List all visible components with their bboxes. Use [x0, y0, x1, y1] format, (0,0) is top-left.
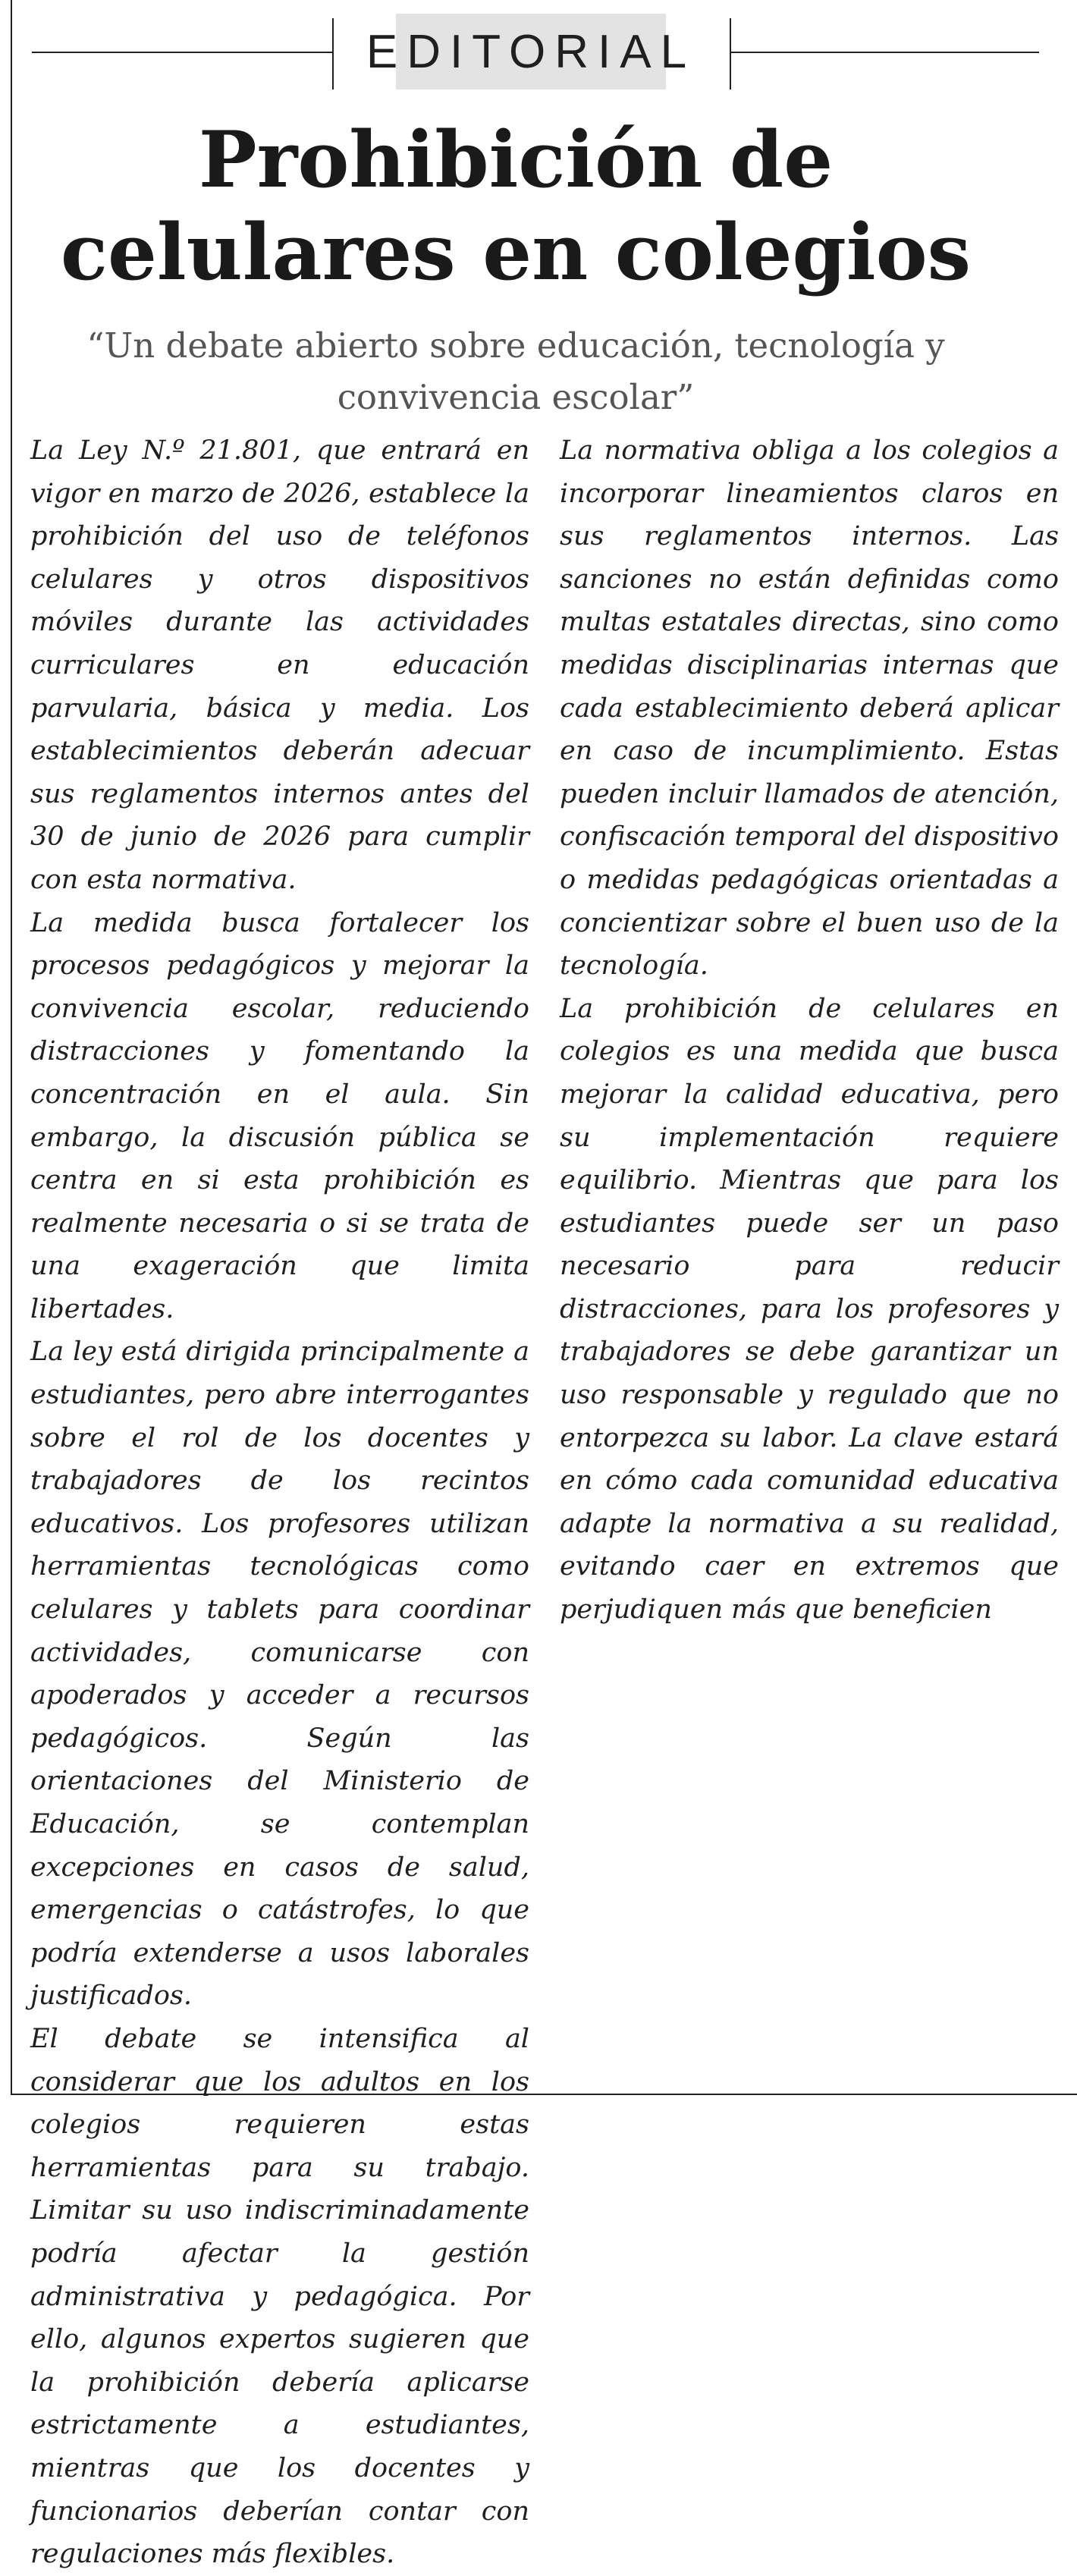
- header-rule-left: [32, 52, 332, 53]
- header-tick-left: [332, 18, 334, 90]
- article-paragraph: La Ley N.º 21.801, que entrará en vigor en marzo de 2026, establece la prohibición del uso de teléfonos celulares y otros dispositivos móviles durante las actividades curriculares en educación parvularia, básica y media. Los establecimientos deberán adecuar sus reglamentos internos antes del 30 de junio de 2026 para cumplir con esta normativa.: [30, 435, 529, 895]
- article-subtitle: “Un debate abierto sobre educación, tecnología y convivencia escolar”: [86, 325, 945, 417]
- header-rule-right: [730, 52, 1039, 53]
- left-border-rule: [11, 0, 12, 2094]
- article-column-right: [560, 429, 1059, 1632]
- article-paragraph-continued: El debate se intensifica al considerar que los adultos en los colegios requieren estas herramientas para su trabajo. Limitar su uso indiscriminadamente podría afectar la gestión administrativa y pedagógica. Por ello, algunos expertos sugieren que la prohibición debería aplicarse estrictamente a estudiantes, mientras que los docentes y funcionarios deberían contar con regulaciones más flexibles.: [30, 2023, 529, 2570]
- header-tick-right: [730, 18, 731, 90]
- article-column-left: [30, 429, 529, 2576]
- article-paragraph: La prohibición de celulares en colegios es una medida que busca mejorar la calidad educativa, pero su implementación requiere equilibrio. Mientras que para los estudiantes puede ser un paso necesario para reducir distracciones, para los profesores y trabajadores se debe garantizar un uso responsable y regulado que no entorpezca su labor. La clave estará en cómo cada comunidad educativa adapte la normativa a su realidad, evitando caer en extremos que perjudiquen más que beneficien: [560, 993, 1059, 1626]
- article-paragraph: La medida busca fortalecer los procesos pedagógicos y mejorar la convivencia escolar, reduciendo distracciones y fomentando la concentración en el aula. Sin embargo, la discusión pública se centra en si esta prohibición es realmente necesaria o si se trata de una exageración que limita libertades.: [30, 907, 529, 1324]
- article-title: Prohibición de celulares en colegios: [60, 115, 972, 298]
- article-paragraph: La ley está dirigida principalmente a estudiantes, pero abre interrogantes sobre el rol de los docentes y trabajadores de los recintos educativos. Los profesores utilizan herramientas tecnológicas como celulares y tablets para coordinar actividades, comunicarse con apoderados y acceder a recursos pedagógicos. Según las orientaciones del Ministerio de Educación, se contemplan excepciones en casos de salud, emergencias o catástrofes, lo que podría extenderse a usos laborales justificados.: [30, 1337, 529, 2012]
- article-paragraph: La normativa obliga a los colegios a incorporar lineamientos claros en sus reglamentos internos. Las sanciones no están definidas como multas estatales directas, sino como medidas disciplinarias internas que cada establecimiento deberá aplicar en caso de incumplimiento. Estas pueden incluir llamados de atención, confiscación temporal del dispositivo o medidas pedagógicas orientadas a concientizar sobre el buen uso de la tecnología.: [560, 435, 1059, 982]
- section-label: EDITORIAL: [396, 14, 666, 90]
